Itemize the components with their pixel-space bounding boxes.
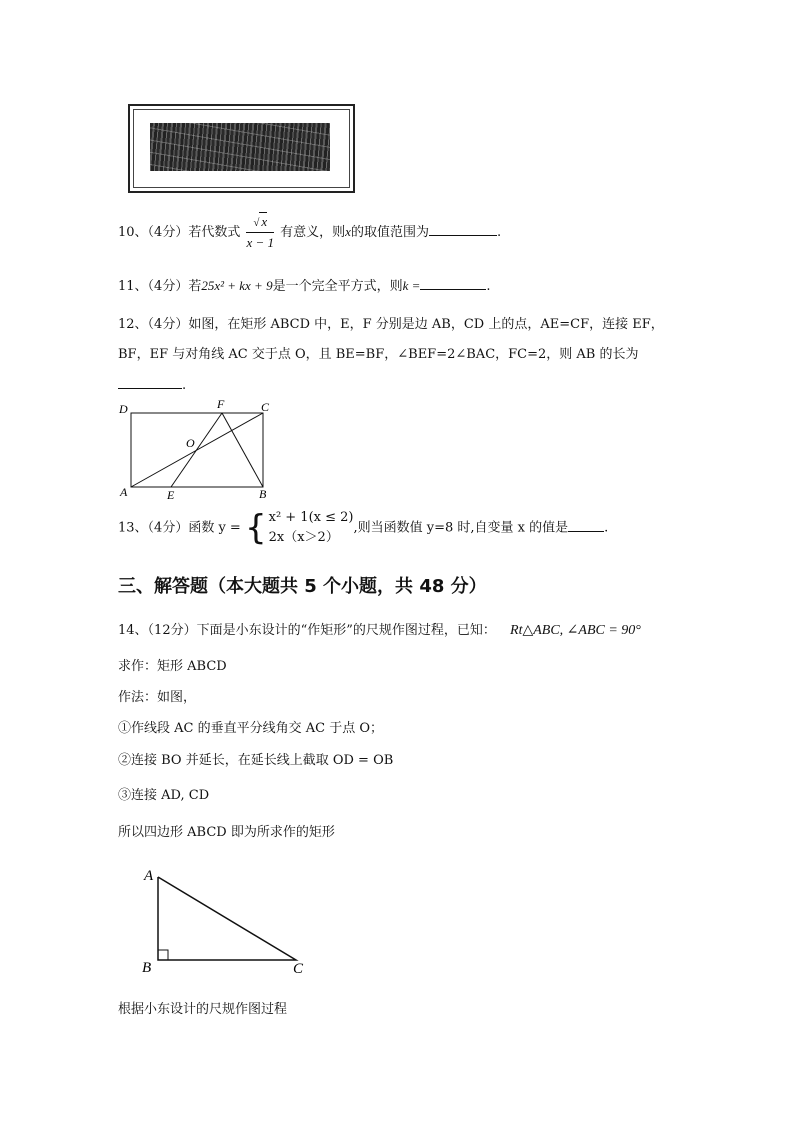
q10-prefix: 10、（4分）若代数式 — [118, 225, 241, 240]
label-f: F — [217, 397, 225, 411]
q10-answer-blank[interactable] — [429, 221, 497, 236]
label-c: C — [293, 961, 304, 977]
q14-conclusion: 所以四边形 ABCD 即为所求作的矩形 — [118, 825, 335, 840]
q10-suffix1: 有意义，则 — [280, 225, 346, 240]
question-10 — [118, 212, 501, 253]
question-13 — [118, 508, 608, 548]
triangle-figure — [136, 862, 316, 977]
q14-intro: 14、（12分）下面是小东设计的“作矩形”的尺规作图过程，已知： — [118, 623, 496, 638]
q13-prefix: 13、（4分）函数 y = — [118, 520, 241, 536]
q11-middle: 是一个完全平方式，则 — [272, 279, 403, 294]
calligraphy-image-content — [150, 123, 330, 171]
q14-step3: ③连接 AD, CD — [118, 788, 210, 803]
q12-answer — [118, 374, 186, 393]
rectangle-figure — [110, 396, 280, 502]
section-3-heading: 三、解答题（本大题共 5 个小题，共 48 分） — [118, 576, 487, 597]
q14-given: Rt△ABC, ∠ABC = 90° — [510, 623, 641, 638]
label-b: B — [259, 487, 267, 501]
q12-line2: BF，EF 与对角线 AC 交于点 O，且 BE=BF，∠BEF=2∠BAC，FC=2，则 AB 的长为 — [118, 347, 639, 362]
q10-denominator: x − 1 — [246, 235, 275, 250]
q14-step1: ①作线段 AC 的垂直平分线角交 AC 于点 O； — [118, 721, 383, 736]
q11-k: k = — [402, 278, 421, 293]
q13-suffix: ,则当函数值 y=8 时,自变量 x 的值是 — [353, 520, 569, 536]
q12-line1: 12、（4分）如图，在矩形 ABCD 中，E，F 分别是边 AB，CD 上的点，AE=CF，连接 EF， — [118, 317, 664, 332]
q10-suffix2: 的取值范围为 — [350, 225, 429, 240]
q13-cases — [269, 508, 354, 548]
q14-step2: ②连接 BO 并延长，在延长线上截取 OD = OB — [118, 753, 394, 768]
q10-numerator: x — [261, 214, 268, 229]
q10-end: . — [496, 225, 502, 240]
q14-seek: 求作：矩形 ABCD — [118, 659, 227, 674]
q14-method: 作法：如图， — [118, 690, 197, 705]
q13-end: . — [604, 520, 609, 536]
q12-end: . — [182, 378, 187, 393]
q13-case2: 2x（x＞2） — [268, 530, 339, 545]
q10-fraction: $\frac{√ x}{x - 1}$ — [246, 212, 274, 253]
label-d: D — [119, 402, 128, 416]
segment-ef — [171, 413, 222, 487]
q11-end: . — [486, 279, 491, 294]
q11-answer-blank[interactable] — [420, 275, 486, 290]
label-e: E — [167, 488, 175, 502]
q10-var: x — [345, 224, 351, 239]
question-11 — [118, 275, 491, 294]
label-a: A — [144, 868, 154, 884]
label-a: A — [120, 485, 128, 499]
label-c: C — [261, 400, 270, 414]
q13-brace: { — [244, 508, 267, 548]
triangle-abc — [158, 877, 296, 960]
q14-line1 — [118, 619, 641, 639]
label-b: B — [142, 960, 152, 976]
label-o: O — [186, 436, 195, 450]
q13-case1: x² + 1(x ≤ 2) — [268, 510, 354, 525]
q14-footer: 根据小东设计的尺规作图过程 — [118, 1002, 288, 1017]
right-angle-mark — [158, 950, 168, 960]
q13-answer-blank[interactable] — [568, 517, 604, 532]
q11-prefix: 11、（4分）若 — [118, 279, 202, 294]
q12-answer-blank[interactable] — [118, 374, 182, 389]
calligraphy-image — [128, 104, 355, 193]
q11-expression: 25x² + kx + 9 — [201, 278, 273, 293]
